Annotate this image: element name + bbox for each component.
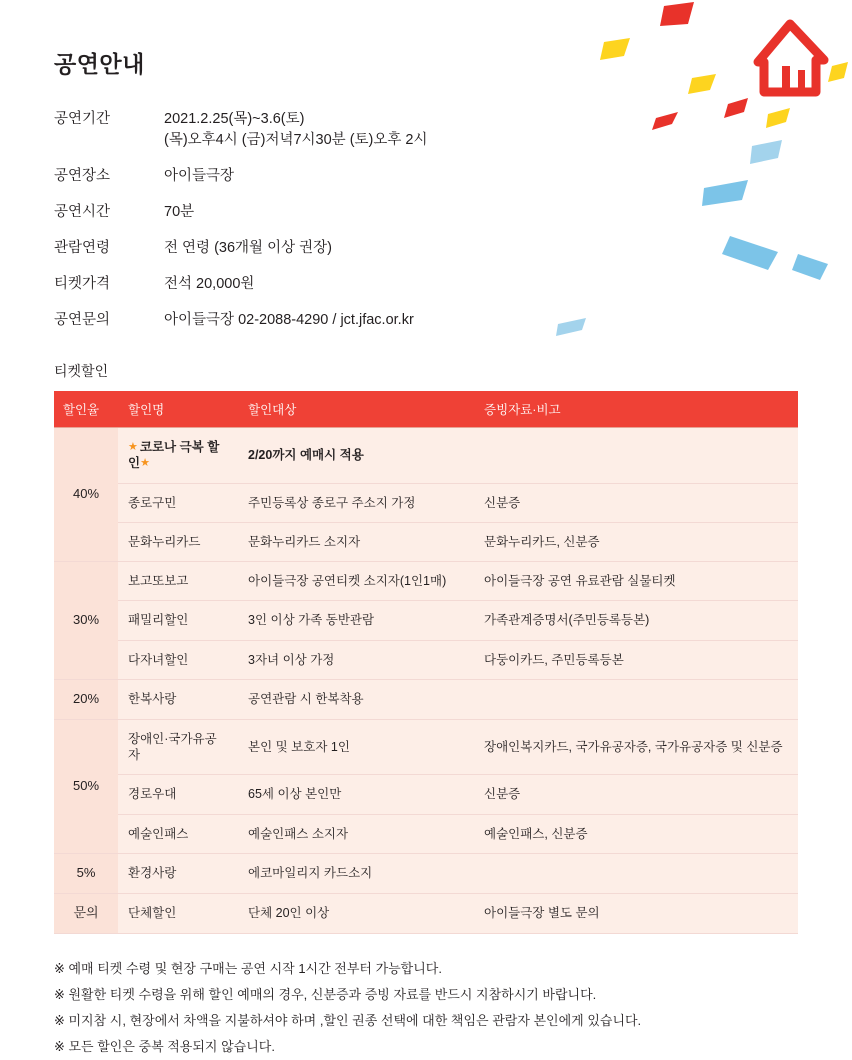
info-value — [164, 238, 427, 274]
discount-target: 2/20까지 예매시 적용 — [238, 428, 474, 484]
discount-target: 에코마일리지 카드소지 — [238, 853, 474, 893]
discount-name-text: 코로나 극복 할인 — [128, 440, 220, 471]
table-row — [54, 775, 798, 814]
discount-note: 예술인패스, 신분증 — [474, 814, 798, 853]
info-row — [54, 310, 427, 331]
info-label: 공연장소 — [54, 168, 111, 185]
info-row — [54, 166, 427, 202]
discount-name: 경로우대 — [118, 775, 238, 814]
discount-note: 장애인복지카드, 국가유공자증, 국가유공자증 및 신분증 — [474, 719, 798, 775]
discount-name: 보고또보고 — [118, 562, 238, 601]
info-value-line: (목)오후4시 (금)저녁7시30분 (토)오후 2시 — [164, 132, 428, 149]
discount-rate: 20% — [54, 679, 118, 719]
discount-target: 공연관람 시 한복착용 — [238, 679, 474, 719]
table-row — [54, 719, 798, 775]
info-value — [164, 202, 427, 238]
discount-note: 신분증 — [474, 775, 798, 814]
discount-target: 본인 및 보호자 1인 — [238, 719, 474, 775]
discount-name: 종로구민 — [118, 483, 238, 522]
table-row — [54, 522, 798, 561]
star-icon: ★ — [140, 457, 150, 470]
column-header-target: 할인대상 — [238, 391, 474, 428]
info-row — [54, 109, 427, 166]
discount-name: 한복사랑 — [118, 679, 238, 719]
discount-target: 3자녀 이상 가정 — [238, 640, 474, 679]
discount-name — [118, 428, 238, 484]
note-item: ※ 예매 티켓 수령 및 현장 구매는 공연 시작 1시간 전부터 가능합니다. — [54, 960, 442, 976]
discount-target: 문화누리카드 소지자 — [238, 522, 474, 561]
discount-table-header-row — [54, 391, 798, 428]
info-label: 관람연령 — [54, 240, 111, 257]
notes-list — [54, 956, 798, 1060]
discount-target: 65세 이상 본인만 — [238, 775, 474, 814]
table-row — [54, 601, 798, 640]
discount-name: 단체할인 — [118, 893, 238, 933]
discount-target: 예술인패스 소지자 — [238, 814, 474, 853]
table-row — [54, 853, 798, 893]
discount-target: 아이들극장 공연티켓 소지자(1인1매) — [238, 562, 474, 601]
info-value-line: 전석 20,000원 — [164, 276, 255, 293]
discount-note: 아이들극장 별도 문의 — [474, 893, 798, 933]
info-value-line: 전 연령 (36개월 이상 권장) — [164, 240, 332, 257]
discount-note: 아이들극장 공연 유료관람 실물티켓 — [474, 562, 798, 601]
discount-note: 가족관계증명서(주민등록등본) — [474, 601, 798, 640]
info-label: 공연문의 — [54, 312, 111, 329]
info-value — [164, 310, 427, 331]
note-item: ※ 원활한 티켓 수령을 위해 할인 예매의 경우, 신분증과 증빙 자료를 반드시 지참하시기 바랍니다. — [54, 986, 597, 1002]
table-row — [54, 562, 798, 601]
discount-note — [474, 428, 798, 484]
info-value — [164, 109, 427, 166]
discount-note — [474, 679, 798, 719]
info-row — [54, 238, 427, 274]
discount-target: 주민등록상 종로구 주소지 가정 — [238, 483, 474, 522]
discount-note: 다둥이카드, 주민등록등본 — [474, 640, 798, 679]
info-value — [164, 166, 427, 202]
table-row — [54, 483, 798, 522]
table-row — [54, 814, 798, 853]
ticket-discount-label: 티켓할인 — [54, 363, 109, 380]
discount-rate: 50% — [54, 719, 118, 853]
discount-note: 신분증 — [474, 483, 798, 522]
discount-name: 문화누리카드 — [118, 522, 238, 561]
discount-rate: 40% — [54, 428, 118, 562]
info-value-line: 70분 — [164, 204, 195, 221]
discount-rate: 문의 — [54, 893, 118, 933]
note-item: ※ 모든 할인은 중복 적용되지 않습니다. — [54, 1038, 275, 1054]
discount-target: 3인 이상 가족 동반관람 — [238, 601, 474, 640]
info-value-line: 2021.2.25(목)~3.6(토) — [164, 111, 305, 127]
discount-target: 단체 20인 이상 — [238, 893, 474, 933]
column-header-name: 할인명 — [118, 391, 238, 428]
info-row — [54, 202, 427, 238]
discount-name: 환경사랑 — [118, 853, 238, 893]
discount-name: 패밀리할인 — [118, 601, 238, 640]
performance-info-table — [54, 109, 427, 331]
discount-name: 다자녀할인 — [118, 640, 238, 679]
page-title: 공연안내 — [54, 51, 145, 77]
discount-note — [474, 853, 798, 893]
discount-name: 장애인·국가유공자 — [118, 719, 238, 775]
discount-table — [54, 391, 798, 933]
table-row — [54, 640, 798, 679]
star-icon: ★ — [128, 441, 138, 454]
discount-rate: 30% — [54, 562, 118, 680]
discount-name: 예술인패스 — [118, 814, 238, 853]
info-value — [164, 274, 427, 310]
info-label: 티켓가격 — [54, 276, 111, 293]
info-label: 공연기간 — [54, 111, 111, 127]
info-value-line: 아이들극장 02-2088-4290 / jct.jfac.or.kr — [164, 312, 414, 329]
info-value-line: 아이들극장 — [164, 168, 235, 185]
discount-note: 문화누리카드, 신분증 — [474, 522, 798, 561]
info-label: 공연시간 — [54, 204, 111, 221]
table-row — [54, 893, 798, 933]
table-row — [54, 679, 798, 719]
info-row — [54, 274, 427, 310]
discount-rate: 5% — [54, 853, 118, 893]
column-header-note: 증빙자료·비고 — [474, 391, 798, 428]
column-header-rate: 할인율 — [54, 391, 118, 428]
table-row — [54, 428, 798, 484]
note-item: ※ 미지참 시, 현장에서 차액을 지불하셔야 하며 ,할인 권종 선택에 대한 책임은 관람자 본인에게 있습니다. — [54, 1012, 642, 1028]
